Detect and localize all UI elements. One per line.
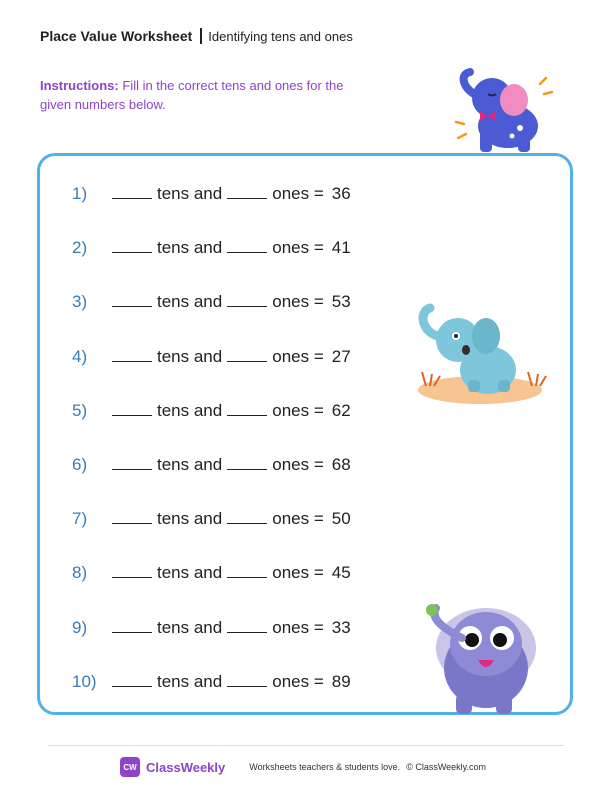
instructions-text: Fill in the correct tens and ones for the given numbers below. [40,78,344,112]
tens-answer-blank[interactable] [112,347,152,362]
ones-answer-blank[interactable] [227,292,267,307]
worksheet-subtitle: Identifying tens and ones [208,28,353,44]
problem-number: 1) [72,184,88,203]
problem-value: 68 [331,455,351,474]
problem-row [72,563,351,583]
footer-tagline: Worksheets teachers & students love. [249,762,401,772]
instructions [40,76,360,114]
problem-value: 53 [331,292,351,312]
ones-label: ones = [272,292,324,312]
worksheet-header [40,28,353,44]
ones-answer-blank[interactable] [227,509,267,524]
ones-label: ones = [272,184,324,203]
footer-divider [48,745,564,746]
elephant-bird-illustration [412,598,554,720]
worksheet-title: Place Value Worksheet [40,28,193,44]
problem-value: 62 [331,400,351,420]
problem-row [72,347,351,367]
ones-answer-blank[interactable] [227,455,267,470]
ones-label: ones = [272,238,324,258]
problem-value: 27 [331,346,351,366]
problem-number: 3) [72,292,88,312]
problem-value: 36 [331,184,351,203]
tens-label: tens and [157,563,223,583]
tens-answer-blank[interactable] [112,238,152,253]
tens-label: tens and [157,671,223,691]
ones-answer-blank[interactable] [227,618,267,633]
elephant-illustration [452,64,562,160]
instructions-label: Instructions: [40,78,119,93]
problem-row [72,618,351,638]
problem-number: 10) [72,671,97,691]
elephant-sitting-illustration [408,302,552,408]
ones-label: ones = [272,346,324,366]
footer-brand: ClassWeekly [146,759,226,775]
problem-value: 41 [331,238,351,258]
footer-copyright: © ClassWeekly.com [406,762,487,772]
problem-value: 50 [331,509,351,529]
tens-answer-blank[interactable] [112,455,152,470]
tens-label: tens and [157,400,223,420]
tens-label: tens and [157,184,223,203]
problem-number: 2) [72,238,88,258]
tens-answer-blank[interactable] [112,672,152,687]
tens-answer-blank[interactable] [112,618,152,633]
problem-row [72,509,351,529]
problem-row [72,455,351,475]
tens-answer-blank[interactable] [112,184,152,199]
problem-number: 4) [72,346,88,366]
tens-label: tens and [157,238,223,258]
ones-answer-blank[interactable] [227,401,267,416]
problem-row [72,238,351,258]
problem-number: 7) [72,509,88,529]
problem-value: 33 [331,617,351,637]
tens-label: tens and [157,509,223,529]
tens-label: tens and [157,292,223,312]
ones-label: ones = [272,455,324,474]
ones-answer-blank[interactable] [227,184,267,199]
footer [120,757,486,777]
header-divider [200,28,202,44]
ones-answer-blank[interactable] [227,672,267,687]
tens-label: tens and [157,346,223,366]
tens-answer-blank[interactable] [112,401,152,416]
tens-label: tens and [157,617,223,637]
ones-label: ones = [272,671,324,691]
tens-label: tens and [157,455,223,474]
ones-answer-blank[interactable] [227,563,267,578]
problem-row [72,401,351,421]
problem-number: 6) [72,455,88,474]
tens-answer-blank[interactable] [112,292,152,307]
ones-answer-blank[interactable] [227,347,267,362]
ones-label: ones = [272,617,324,637]
ones-label: ones = [272,509,324,529]
classweekly-logo: CW [120,757,140,777]
problem-row [72,184,351,204]
problem-value: 89 [331,671,351,691]
tens-answer-blank[interactable] [112,563,152,578]
ones-label: ones = [272,563,324,583]
problem-number: 5) [72,400,88,420]
problem-number: 8) [72,563,88,583]
problem-value: 45 [331,563,351,583]
problem-row [72,672,351,692]
problem-number: 9) [72,617,88,637]
ones-answer-blank[interactable] [227,238,267,253]
problem-row [72,292,351,312]
tens-answer-blank[interactable] [112,509,152,524]
ones-label: ones = [272,400,324,420]
